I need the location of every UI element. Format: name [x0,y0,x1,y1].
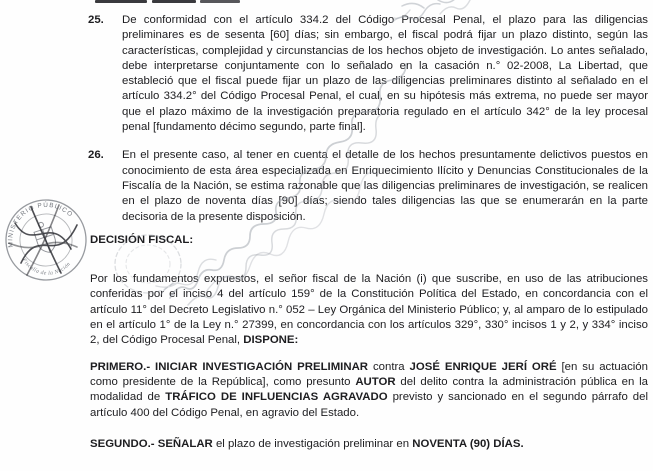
seal-bottom-text: Fiscalía de la Nación [20,257,73,277]
dispone-label: DISPONE: [243,334,299,347]
cut-off-text-top-edge [152,0,196,3]
paragraph-text: En el presente caso, al tener en cuenta el detalle de los hechos presuntamente delictivos puestos en conocimiento de esta área especializada en Enriquecimiento Ilícito y Denuncias Constitucionales de la Fiscalía de la Nación, se estima razonable que las diligencias preliminares de investigación, se realicen en el plazo de noventa días [90] días; siendo tales diligencias las que se enumerarán en la parte decisoria de la presente disposición. [122,149,648,223]
document-body [0,13,653,452]
segundo-label: SEGUNDO.- SEÑALAR [90,437,213,450]
primero-paragraph [90,360,648,421]
primero-text: previsto y sancionado en el segundo párrafo del artículo 400 del Código Penal, en agravio del Estado. [90,391,648,419]
segundo-paragraph [90,437,648,452]
autor-label: AUTOR [355,375,396,388]
paragraph-number: 25. [88,14,104,26]
primero-text: [en su actuación como presidente de la República], como presunto [90,360,648,388]
investigated-name: JOSÉ ENRIQUE JERÍ ORÉ [409,360,557,373]
numbered-paragraph-25 [88,13,648,135]
primero-label: PRIMERO.- INICIAR INVESTIGACIÓN PRELIMINAR [90,360,369,373]
numbered-paragraph-26 [88,148,648,224]
segundo-text: el plazo de investigación preliminar en [212,437,413,450]
seal-top-text: MINISTERIO PÚBLICO [7,201,75,248]
fundamentos-paragraph [90,272,648,348]
cut-off-text-top-edge [95,0,147,3]
paragraph-text: De conformidad con el artículo 334.2 del Código Procesal Penal, el plazo para las diligencias preliminares es de sesenta [60] días; sin embargo, el fiscal podrá fijar un plazo distinto, según las características, complejidad y circunstancias de los hechos objeto de investigación. Lo antes señalado, debe interpretarse conjuntamente con lo señalado en la casación n.° 02-2008, La Libertad, que estableció que el fiscal puede fijar un plazo de las diligencias preliminares distinto al señalado en el artículo 334.2° del Código Procesal Penal, el cual, en su hipótesis más extrema, no puede ser mayor que el plazo máximo de la investigación preparatoria regulado en el artículo 342° de la ley procesal penal [fundamento décimo segundo, parte final]. [122,14,648,134]
decision-heading: DECISIÓN FISCAL: [90,233,194,246]
primero-text: del delito contra la administración pública en la modalidad de [90,375,649,404]
fundamentos-text: Por los fundamentos expuestos, el señor fiscal de la Nación (i) que suscribe, en uso de las atribuciones conferidas por el inciso 4 del artículo 159° de la Constitución Política del Estado, en concordancia con el artículo 11° del Decreto Legislativo n.° 052 – Ley Orgánica del Ministerio Público; y, al amparo de lo estipulado en el artículo 1° de la Ley n.° 27399, en concordancia con los artículos 329°, 330° incisos 1 y 2, y 334° inciso 2, del Código Procesal Penal, [90,273,648,347]
paragraph-number: 26. [88,149,104,162]
plazo-label: NOVENTA (90) DÍAS. [412,437,524,450]
primero-text: contra [368,360,410,373]
cut-off-text-top-edge [200,0,240,3]
crime-label: TRÁFICO DE INFLUENCIAS AGRAVADO [165,391,388,404]
